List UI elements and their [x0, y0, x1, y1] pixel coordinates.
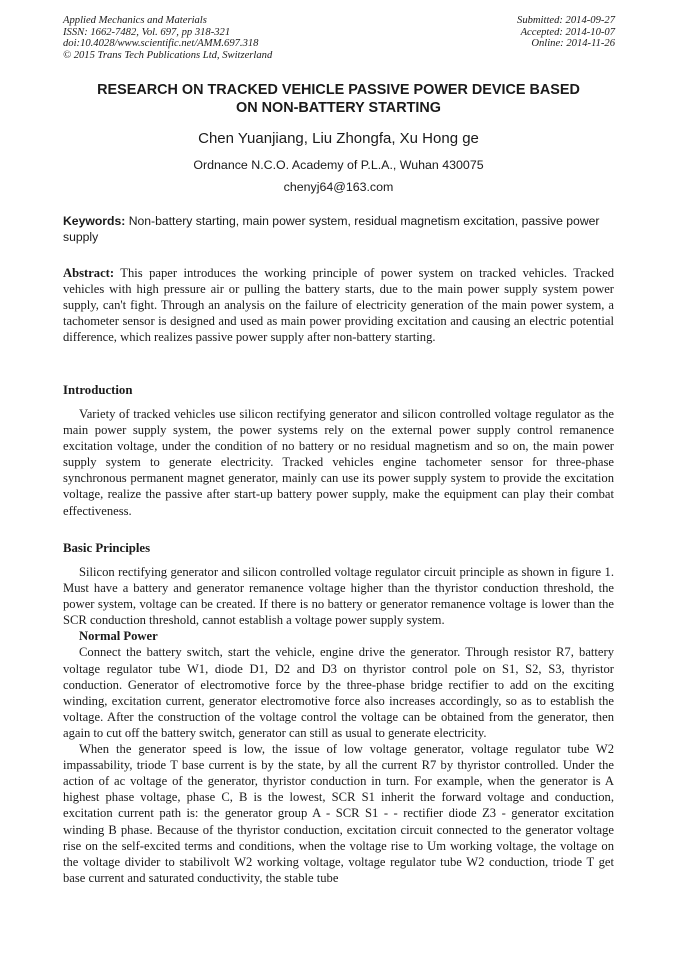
- journal-header-right: [517, 15, 615, 50]
- basic-principles-paragraph-1: Silicon rectifying generator and silicon controlled voltage regulator circuit principle as shown in figure 1. Must have a battery and generator remanence voltage higher than the thyristor conduction threshold, the power system, voltage can be created. If there is no battery or generator remanence voltage is lower than the SCR conduction threshold, cannot establish a voltage power supply system.: [63, 565, 614, 628]
- affiliation: Ordnance N.C.O. Academy of P.L.A., Wuhan 430075: [193, 158, 484, 172]
- introduction-paragraph: Variety of tracked vehicles use silicon rectifying generator and silicon controlled voltage regulator as the main power supply system, the power systems rely on the external power supply control remanence excitation voltage, under the condition of no battery or no residual magnetism and so on, the main power supply system to generate electricity. Tracked vehicles engine tachometer sensor for three-phase synchronous permanent magnet generator, mainly can use its power supply system to provide the excitation voltage, realize the passive after start-up battery power supply, make the equipment can play their combat effectiveness.: [63, 407, 614, 518]
- basic-principles-paragraph-3: When the generator speed is low, the issue of low voltage generator, voltage regulator tube W2 impassability, triode T base current is by the state, by all the current R7 by thyristor controlled. Under the action of ac voltage of the generator, thyristor conduction in turn. For example, when the generator is A highest phase voltage, phase C, B is the lowest, SCR S1 inherit the forward voltage and conduction, excitation current path is: the generator group A - SCR S1 - - rectifier diode Z3 - generator excitation winding B phase. Because of the thyristor conduction, excitation circuit connected to the generator voltage rise on the self-excited terms and conditions, when the voltage rise to Um working voltage, the voltage on the voltage divider to stabilivolt W2 working voltage, voltage regulator tube W2 conduction, triode T get base current and saturated conductivity, the stable tube: [63, 742, 614, 885]
- doi-line: doi:10.4028/www.scientific.net/AMM.697.318: [63, 38, 259, 50]
- abstract: [63, 265, 614, 345]
- title-line-1: RESEARCH ON TRACKED VEHICLE PASSIVE POWER DEVICE BASED: [97, 82, 580, 98]
- introduction-section: [63, 382, 614, 519]
- keywords-label: Keywords:: [63, 214, 126, 228]
- title-line-2: ON NON-BATTERY STARTING: [236, 100, 441, 116]
- basic-principles-heading: Basic Principles: [63, 541, 151, 555]
- accepted-date: Accepted: 2014-10-07: [520, 26, 615, 38]
- keywords: [63, 213, 614, 245]
- online-date: Online: 2014-11-26: [531, 38, 615, 50]
- paper-title: [63, 81, 614, 117]
- submitted-date: Submitted: 2014-09-27: [517, 15, 615, 26]
- author-list: Chen Yuanjiang, Liu Zhongfa, Xu Hong ge: [198, 130, 479, 147]
- introduction-heading: Introduction: [63, 383, 133, 397]
- issn-line: ISSN: 1662-7482, Vol. 697, pp 318-321: [63, 26, 231, 38]
- journal-name: Applied Mechanics and Materials: [63, 15, 207, 26]
- abstract-label: Abstract:: [63, 266, 115, 280]
- basic-principles-paragraph-2: Connect the battery switch, start the vehicle, engine drive the generator. Through resistor R7, battery voltage regulator tube W1, diode D1, D2 and D3 on thyristor control pole on S1, S2, S3, thyristor conduction. Generator of electromotive force by the three-phase bridge rectifier to add on the exciting winding, excitation current, generator electromotive force also increases accordingly, so as to establish the voltage. After the construction of the voltage control the voltage can be obtained from the generator, then again to cut off the battery switch, generator can still as usual to generate electricity.: [63, 645, 614, 740]
- normal-power-subheading: Normal Power: [79, 629, 158, 644]
- copyright-line: © 2015 Trans Tech Publications Ltd, Switzerland: [63, 49, 273, 61]
- author-email: chenyj64@163.com: [283, 180, 394, 194]
- basic-principles-section: [63, 540, 614, 886]
- journal-header-left: [63, 15, 272, 61]
- abstract-text: This paper introduces the working principle of power system on tracked vehicles. Tracked vehicles with high pressure air or pulling the battery starts, due to the main power supply system power supply, can't fight. Through an analysis on the failure of electricity generation of the main power system, a tachometer sensor is designed and used as main power providing excitation and causing an electric potential difference, which realizes passive power supply after non-battery starting.: [63, 266, 615, 345]
- keywords-text: Non-battery starting, main power system, residual magnetism excitation, passive power supply: [63, 214, 600, 244]
